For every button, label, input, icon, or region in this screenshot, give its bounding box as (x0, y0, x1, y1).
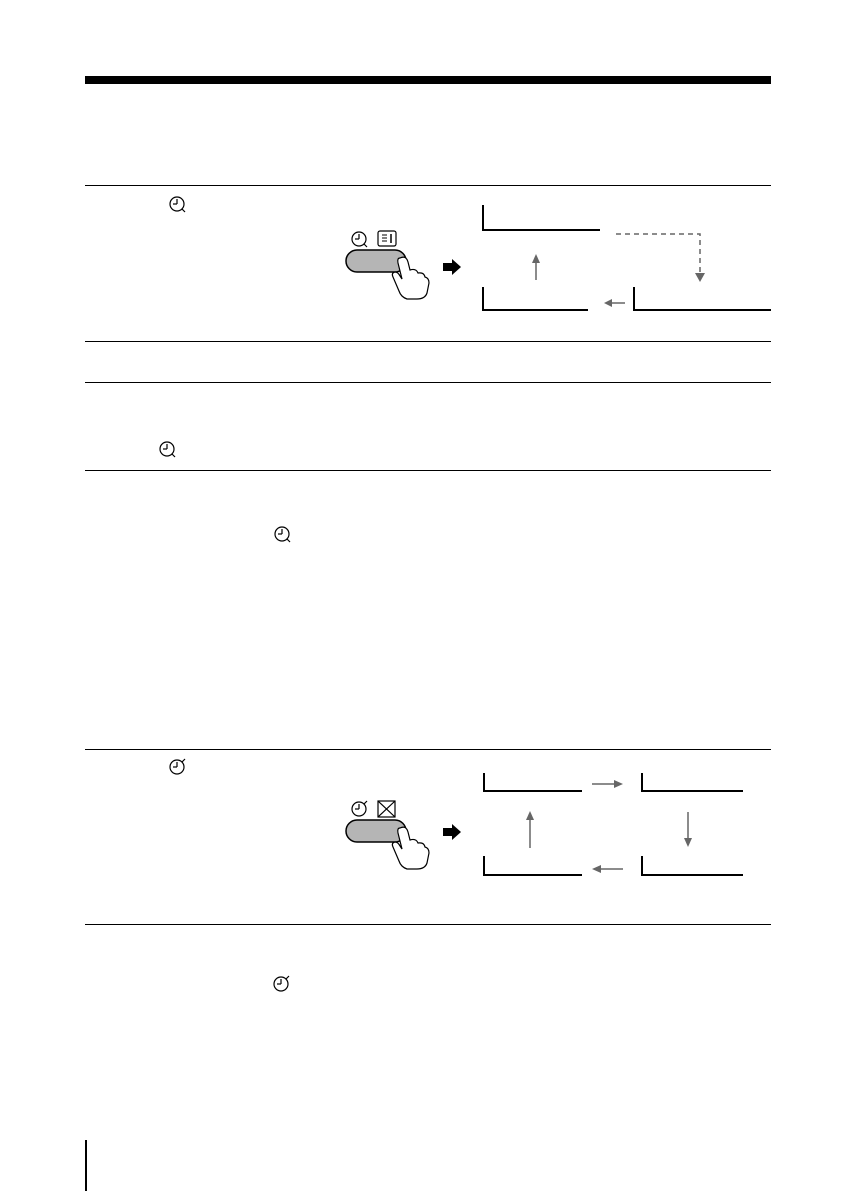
display-box (484, 856, 582, 876)
section-divider (85, 470, 771, 471)
section-divider (85, 341, 771, 342)
info-display-icon (378, 231, 396, 246)
timer-display-cycle-diagram (480, 205, 775, 315)
sleep-timer-cycle-diagram (480, 770, 750, 880)
sleep-mute-button-illustration[interactable] (338, 792, 438, 872)
timer-clock-icon (273, 525, 293, 545)
timer-clock-icon (352, 232, 367, 247)
right-arrow-icon (442, 823, 462, 841)
section-divider (85, 749, 771, 750)
timer-clock-icon (158, 440, 178, 460)
page-margin-bar (85, 1140, 87, 1191)
right-arrow-icon (442, 258, 462, 276)
display-box (634, 287, 771, 311)
display-box (642, 856, 743, 876)
display-box (484, 773, 582, 792)
timer-info-button-illustration[interactable] (338, 222, 438, 302)
display-box (642, 773, 743, 792)
sleep-timer-icon (272, 975, 292, 995)
header-thick-rule (85, 76, 771, 84)
section-divider (85, 185, 771, 186)
timer-clock-icon (168, 195, 188, 215)
sleep-timer-icon (352, 801, 367, 816)
mute-cross-icon (378, 801, 395, 817)
section-divider (85, 382, 771, 383)
sleep-timer-icon (168, 758, 188, 778)
display-box (483, 287, 588, 311)
section-divider (85, 924, 771, 925)
display-box (483, 205, 600, 231)
